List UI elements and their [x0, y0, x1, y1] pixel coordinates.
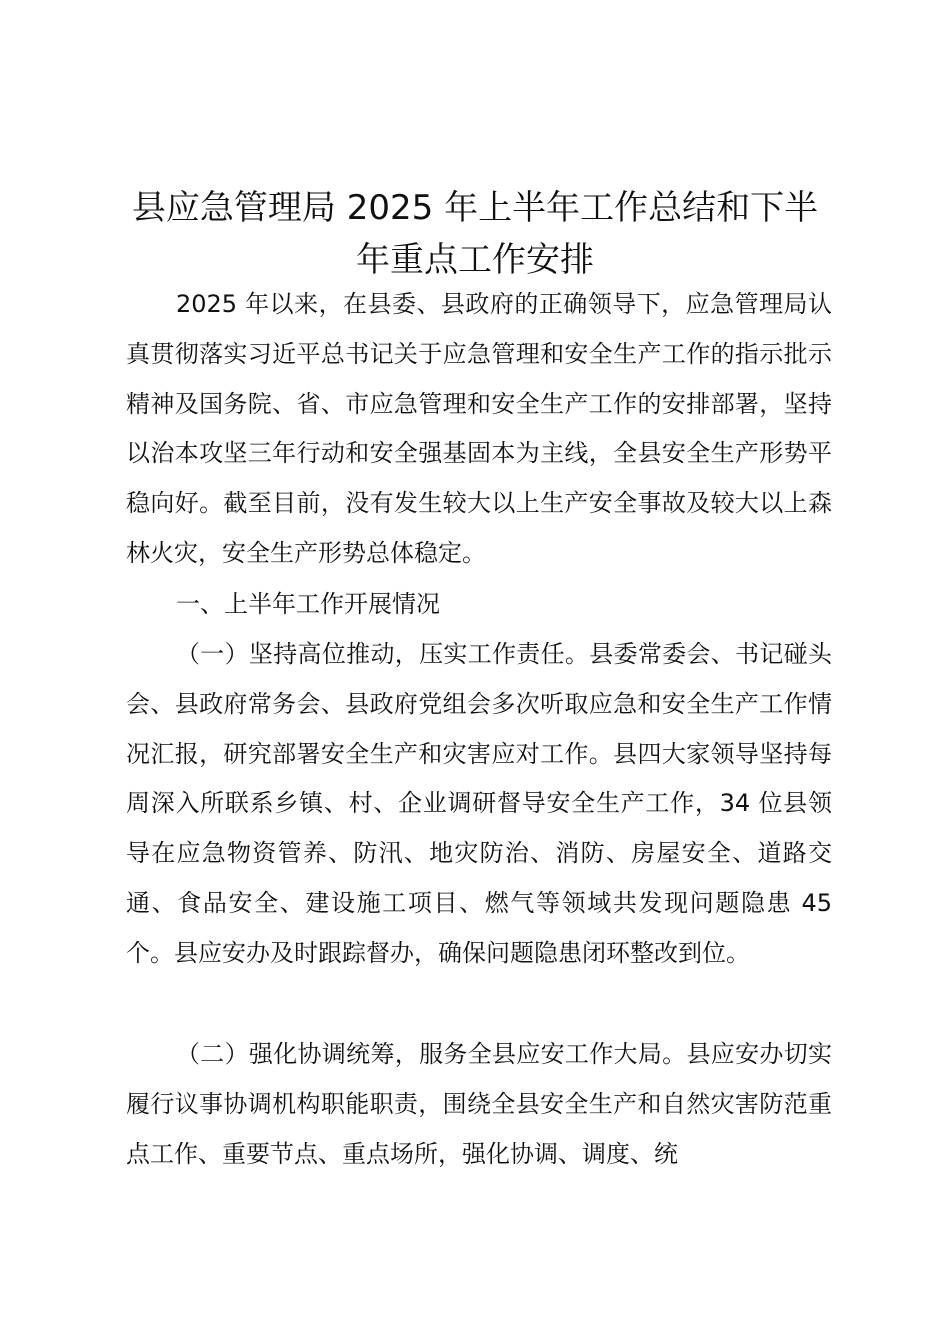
document-title-line-2: 年重点工作安排	[356, 240, 594, 280]
subsection-paragraph-2: （二）强化协调统筹，服务全县应安工作大局。县应安办切实履行议事协调机构职能职责，围绕全县安全生产和自然灾害防范重点工作、重要节点、重点场所，强化协调、调度、统	[126, 1040, 832, 1168]
subsection-paragraph-1: （一）坚持高位推动，压实工作责任。县委常委会、书记碰头会、县政府常务会、县政府党组会多次听取应急和安全生产工作情况汇报，研究部署安全生产和灾害应对工作。县四大家领导坚持每周深入所联系乡镇、村、企业调研督导安全生产工作，34 位县领导在应急物资管养、防汛、地灾防治、消防、房屋安全、道路交通、食品安全、建设施工项目、燃气等领域共发现问题隐患 45 个。县应安办及时跟踪督办，确保问题隐患闭环整改到位。	[126, 640, 832, 967]
intro-paragraph: 2025 年以来，在县委、县政府的正确领导下，应急管理局认真贯彻落实习近平总书记关于应急管理和安全生产工作的指示批示精神及国务院、省、市应急管理和安全生产工作的安排部署，坚持以治本攻坚三年行动和安全强基固本为主线，全县安全生产形势平稳向好。截至目前，没有发生较大以上生产安全事故及较大以上森林火灾，安全生产形势总体稳定。	[126, 290, 832, 567]
document-title-line-1: 县应急管理局 2025 年上半年工作总结和下半	[131, 188, 819, 228]
section-heading-1: 一、上半年工作开展情况	[176, 590, 440, 618]
